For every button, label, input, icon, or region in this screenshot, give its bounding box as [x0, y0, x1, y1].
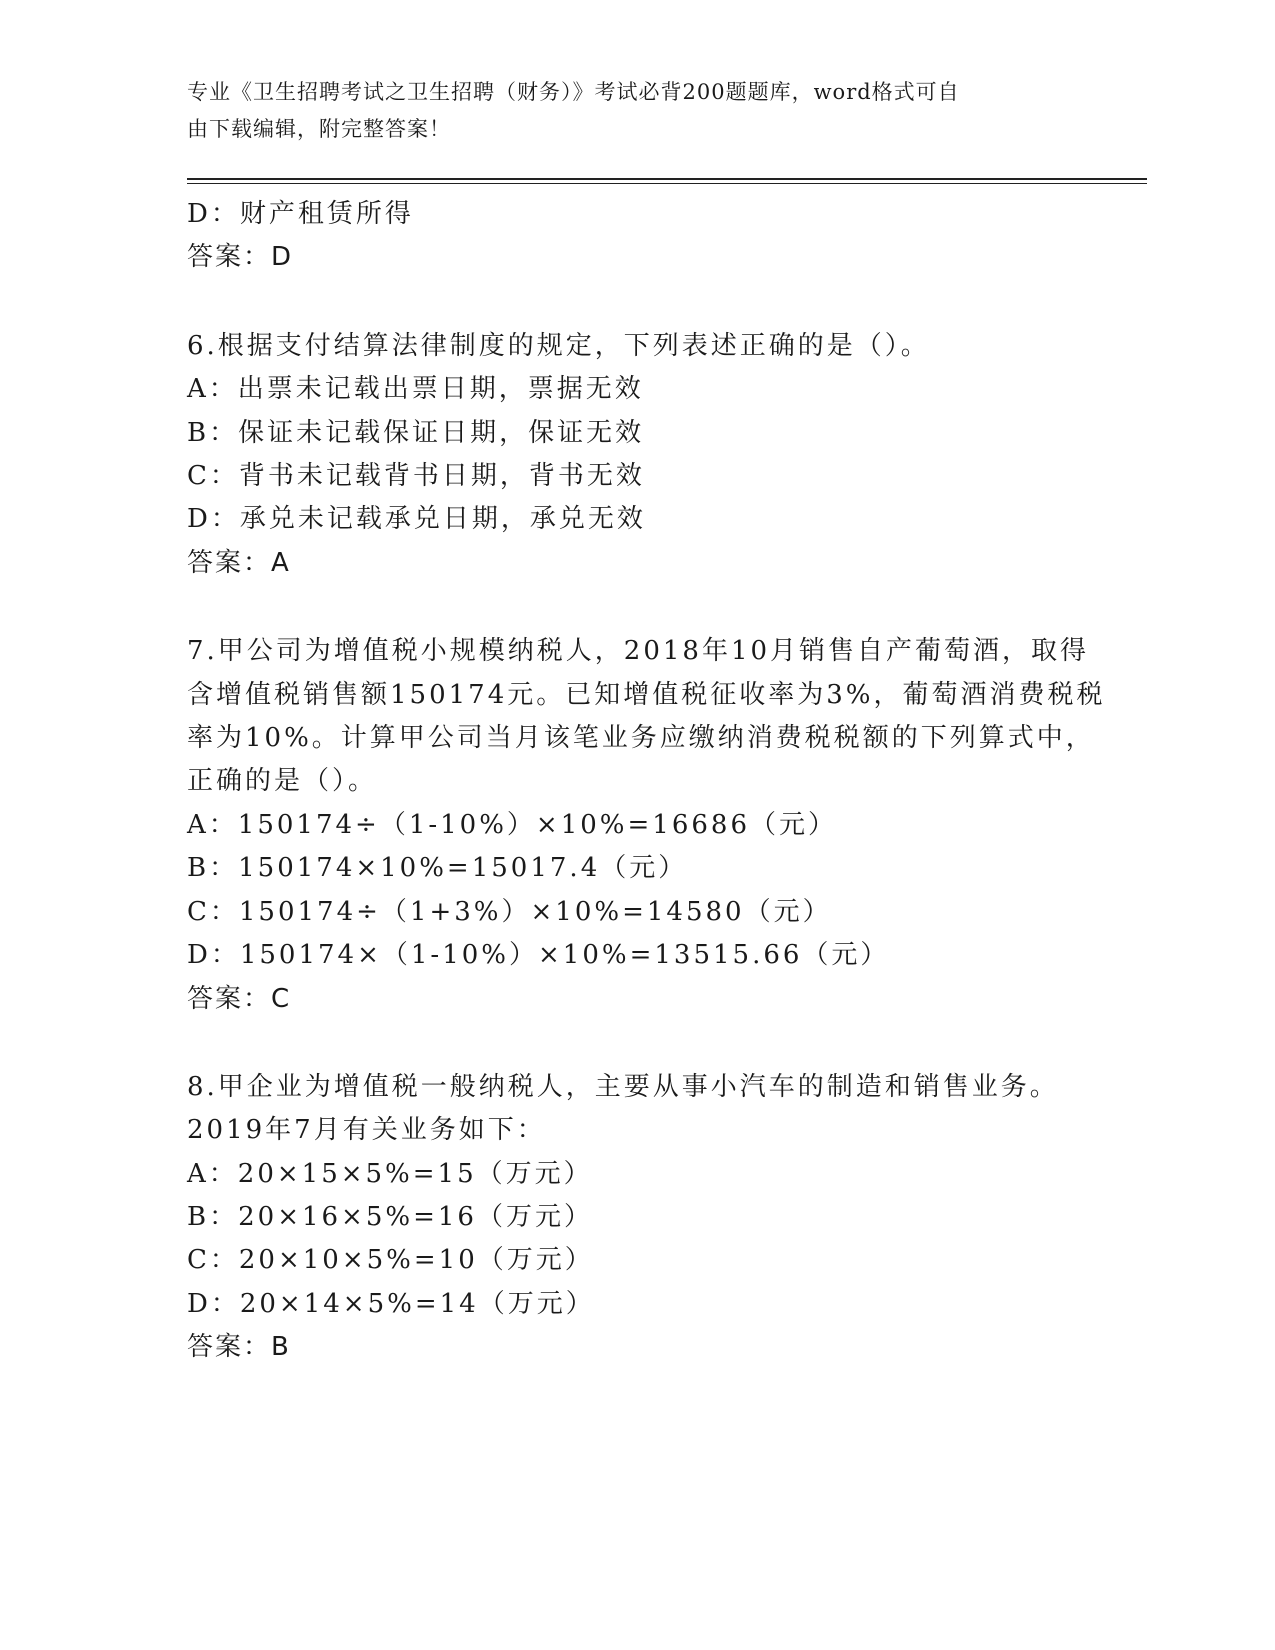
question-7-line-3: 率为10%。计算甲公司当月该笔业务应缴纳消费税税额的下列算式中，: [187, 723, 1095, 753]
option-d-q8: D：20×14×5%=14（万元）: [187, 1289, 595, 1319]
question-7-line-1: 7.甲公司为增值税小规模纳税人，2018年10月销售自产葡萄酒，取得: [187, 636, 1090, 666]
header-rule-thin: [187, 183, 1147, 184]
answer-q7: 答案：C: [187, 984, 292, 1014]
option-d-q6: D：承兑未记载承兑日期，承兑无效: [187, 504, 646, 534]
question-8-line-1: 8.甲企业为增值税一般纳税人，主要从事小汽车的制造和销售业务。: [187, 1072, 1059, 1102]
answer-q8: 答案：B: [187, 1332, 291, 1362]
header-line-1: 专业《卫生招聘考试之卫生招聘（财务）》考试必背200题题库，word格式可自: [187, 80, 960, 104]
option-a-q7: A：150174÷（1-10%）×10%=16686（元）: [187, 810, 837, 840]
header-line-2: 由下载编辑，附完整答案！: [187, 117, 451, 141]
question-8-line-2: 2019年7月有关业务如下：: [187, 1115, 546, 1145]
option-c-q6: C：背书未记载背书日期，背书无效: [187, 461, 645, 491]
option-c-q7: C：150174÷（1+3%）×10%=14580（元）: [187, 897, 832, 927]
option-d-q7: D：150174×（1-10%）×10%=13515.66（元）: [187, 940, 890, 970]
option-b-q8: B：20×16×5%=16（万元）: [187, 1202, 593, 1232]
answer-q5: 答案：D: [187, 242, 294, 272]
answer-q6: 答案：A: [187, 548, 291, 578]
question-7-line-2: 含增值税销售额150174元。已知增值税征收率为3%，葡萄酒消费税税: [187, 680, 1106, 710]
option-b-q7: B：150174×10%=15017.4（元）: [187, 853, 688, 883]
option-a-q8: A：20×15×5%=15（万元）: [187, 1159, 593, 1189]
document-header: [187, 74, 1067, 148]
header-rule-thick: [187, 178, 1147, 180]
option-c-q8: C：20×10×5%=10（万元）: [187, 1245, 594, 1275]
option-b-q6: B：保证未记载保证日期，保证无效: [187, 418, 645, 448]
option-d-q5: D：财产租赁所得: [187, 199, 414, 229]
question-6: 6.根据支付结算法律制度的规定，下列表述正确的是（）。: [187, 331, 930, 361]
option-a-q6: A：出票未记载出票日期，票据无效: [187, 374, 644, 404]
question-7-line-4: 正确的是（）。: [187, 766, 378, 796]
